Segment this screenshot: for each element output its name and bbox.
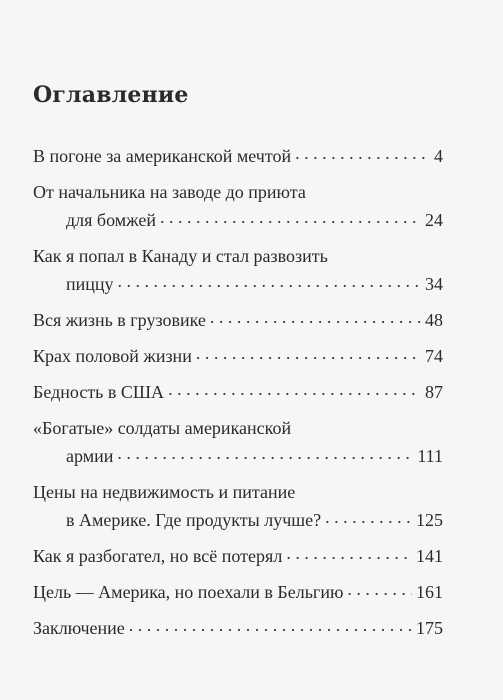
- toc-entry: [33, 578, 443, 606]
- toc-entry-title: Цены на недвижимость и питание: [33, 482, 296, 502]
- table-of-contents: [33, 142, 443, 650]
- toc-entry: [33, 178, 443, 234]
- toc-entry: [33, 478, 443, 534]
- toc-entry-continuation-line: [33, 270, 443, 298]
- toc-entry: [33, 306, 443, 334]
- toc-entry: [33, 342, 443, 370]
- dot-leader: [160, 208, 421, 226]
- toc-entry-line: [33, 542, 443, 570]
- dot-leader: [325, 508, 412, 526]
- toc-entry-title: Как я разбогател, но всё потерял: [33, 546, 283, 566]
- toc-page-number: 74: [425, 346, 443, 366]
- toc-entry-line: [33, 614, 443, 642]
- toc-entry: [33, 614, 443, 642]
- toc-page-number: 87: [425, 382, 443, 402]
- toc-entry-title: Бедность в США: [33, 382, 165, 402]
- toc-entry: [33, 142, 443, 170]
- toc-page-number: 4: [434, 146, 443, 166]
- toc-entry-line: [33, 342, 443, 370]
- toc-page-number: 125: [416, 510, 443, 530]
- toc-entry-title: Как я попал в Канаду и стал развозить: [33, 246, 328, 266]
- toc-page-number: 141: [416, 546, 443, 566]
- toc-entry: [33, 378, 443, 406]
- toc-entry: [33, 414, 443, 470]
- dot-leader: [286, 544, 412, 562]
- toc-page-number: 48: [425, 310, 443, 330]
- dot-leader: [295, 144, 430, 162]
- toc-page-number: 175: [416, 618, 443, 638]
- toc-page-number: 111: [417, 446, 443, 466]
- toc-entry-title: в Америке. Где продукты лучше?: [66, 510, 322, 530]
- dot-leader: [210, 308, 421, 326]
- toc-entry-title: Вся жизнь в грузовике: [33, 310, 206, 330]
- toc-entry-line: [33, 414, 443, 442]
- toc-entry-title: армии: [66, 446, 114, 466]
- toc-entry-line: [33, 478, 443, 506]
- toc-entry-line: [33, 142, 443, 170]
- toc-heading: Оглавление: [33, 82, 189, 108]
- toc-entry-title: «Богатые» солдаты американской: [33, 418, 292, 438]
- toc-entry-title: для бомжей: [66, 210, 156, 230]
- toc-entry-title: Заключение: [33, 618, 125, 638]
- toc-entry-title: Цель — Америка, но поехали в Бельгию: [33, 582, 344, 602]
- toc-entry-continuation-line: [33, 442, 443, 470]
- dot-leader: [196, 344, 421, 362]
- dot-leader: [117, 444, 413, 462]
- toc-entry-title: В погоне за американской мечтой: [33, 146, 292, 166]
- dot-leader: [129, 616, 412, 634]
- toc-entry-line: [33, 242, 443, 270]
- toc-entry-line: [33, 578, 443, 606]
- dot-leader: [347, 580, 412, 598]
- toc-entry: [33, 542, 443, 570]
- toc-page-number: 161: [416, 582, 443, 602]
- toc-entry-continuation-line: [33, 206, 443, 234]
- toc-entry-line: [33, 306, 443, 334]
- toc-entry-line: [33, 178, 443, 206]
- toc-entry: [33, 242, 443, 298]
- toc-entry-title: пиццу: [66, 274, 114, 294]
- toc-page-number: 34: [425, 274, 443, 294]
- toc-entry-line: [33, 378, 443, 406]
- toc-entry-title: Крах половой жизни: [33, 346, 192, 366]
- dot-leader: [118, 272, 421, 290]
- toc-entry-continuation-line: [33, 506, 443, 534]
- toc-entry-title: От начальника на заводе до приюта: [33, 182, 306, 202]
- dot-leader: [168, 380, 421, 398]
- toc-page-number: 24: [425, 210, 443, 230]
